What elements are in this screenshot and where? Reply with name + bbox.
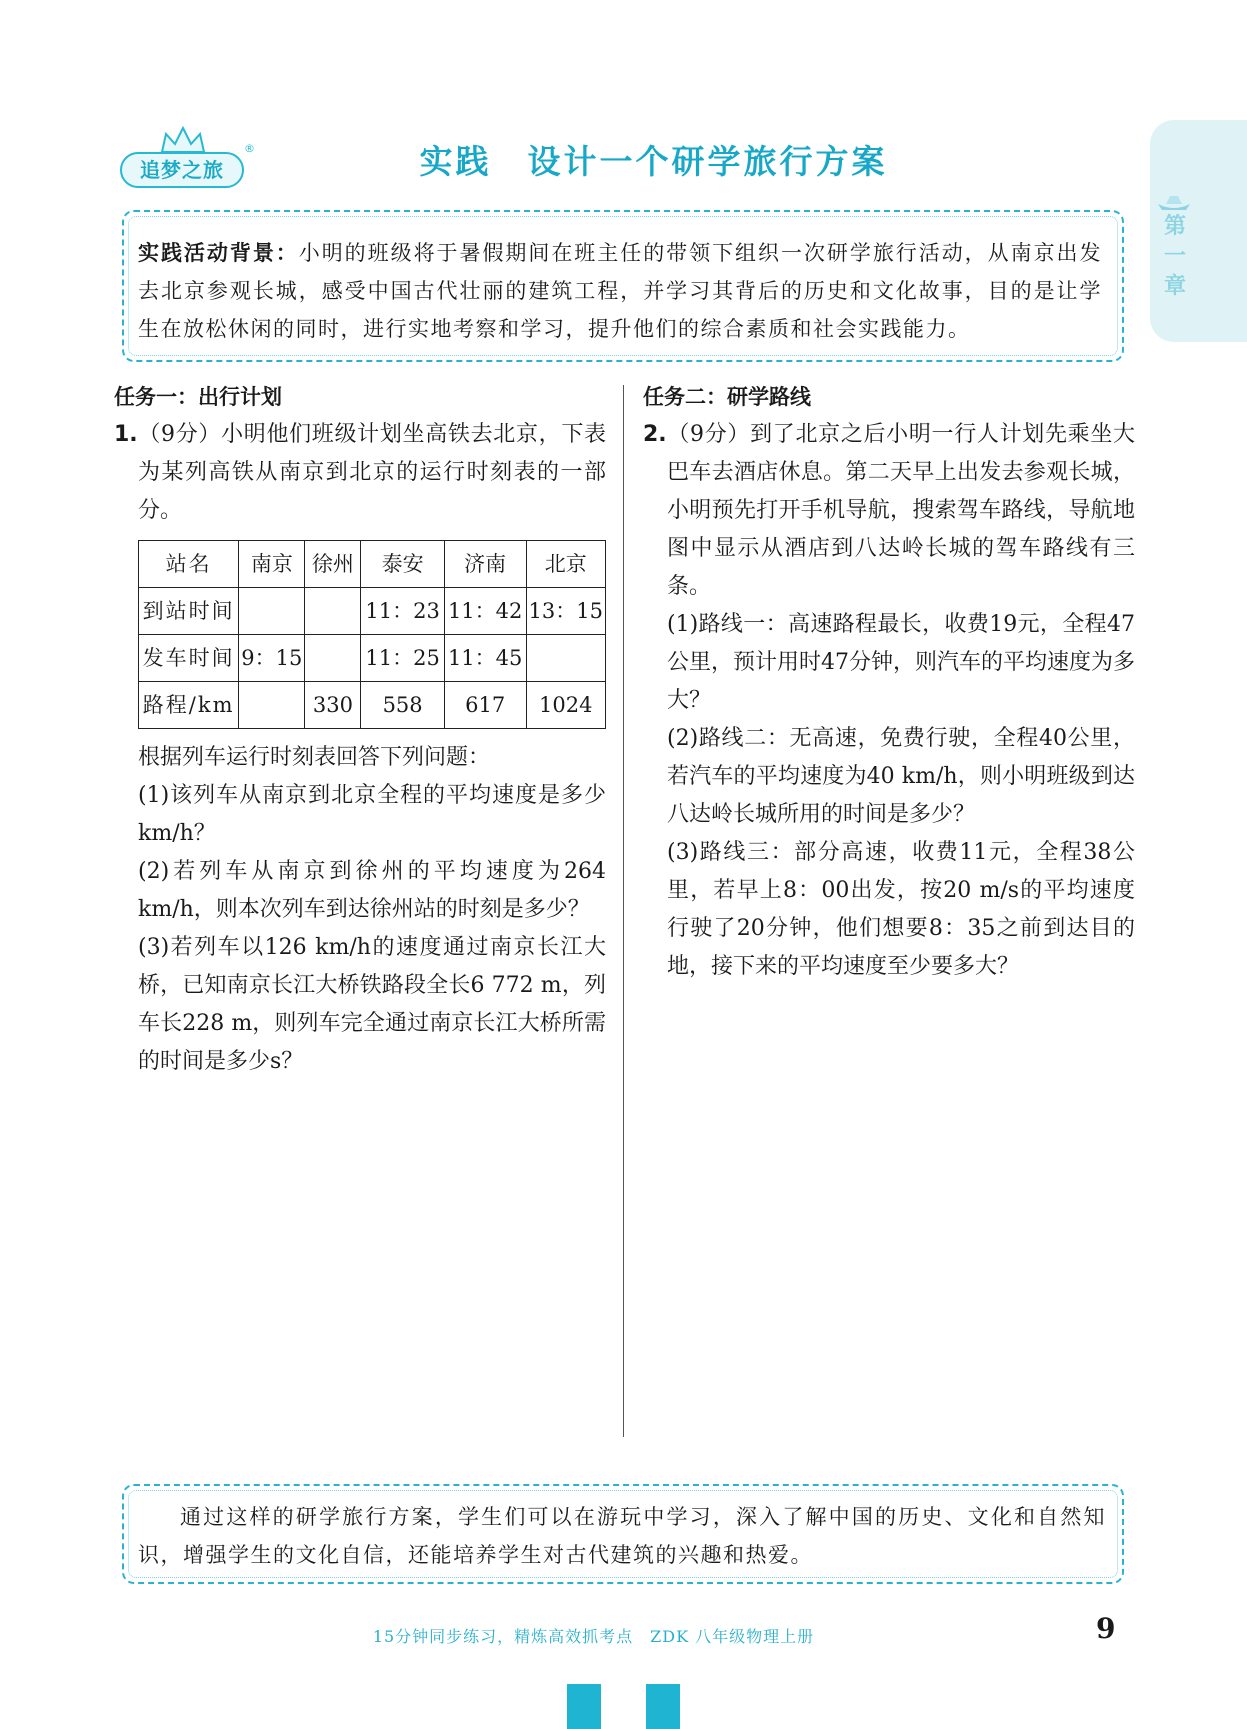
task2-heading: 任务二：研学路线 [643,385,811,409]
table-cell [239,588,305,635]
table-cell: 617 [444,682,526,729]
question-2 [643,416,1135,606]
column-divider [623,385,624,1437]
question-2-part-3: (3)路线三：部分高速，收费11元，全程38公里，若早上8：00出发，按20 m/s的平均速度行驶了20分钟，他们想要8：35之前到达目的地，接下来的平均速度至少要多大？ [667,840,1135,979]
conclusion-box [122,1484,1124,1584]
table-cell [239,682,305,729]
ship-icon [1156,192,1192,212]
question-1 [114,416,606,530]
table-cell: 330 [305,682,361,729]
table-cell: 1024 [526,682,605,729]
logo-text: 追梦之旅 [120,152,244,188]
table-row [139,635,606,682]
chapter-label: 第一章 [1163,214,1186,299]
table-cell: 11：42 [444,588,526,635]
table-cell [526,635,605,682]
table-row [139,541,606,588]
background-paragraph [138,234,1102,348]
table-cell: 9：15 [239,635,305,682]
footer-bar-right [646,1684,680,1729]
task2-column [643,378,1135,986]
question-1-intro: 根据列车运行时刻表回答下列问题： [138,745,491,770]
table-cell: 11：25 [361,635,444,682]
question-2-number: 2. [643,422,667,447]
table-cell: 到站时间 [139,588,239,635]
table-header-cell: 站名 [139,541,239,588]
question-2-part-1: (1)路线一：高速路程最长，收费19元，全程47公里，预计用时47分钟，则汽车的平均速度为多大？ [667,612,1135,713]
table-header-cell: 徐州 [305,541,361,588]
table-cell: 路程/km [139,682,239,729]
task1-heading: 任务一：出行计划 [114,385,282,409]
question-2-part-2: (2)路线二：无高速，免费行驶，全程40公里，若汽车的平均速度为40 km/h，则小明班级到达八达岭长城所用的时间是多少？ [667,726,1135,827]
page-footer: 15分钟同步练习，精炼高效抓考点 ZDK 八年级物理上册 [372,1627,815,1646]
question-2-text: （9分）到了北京之后小明一行人计划先乘坐大巴车去酒店休息。第二天早上出发去参观长城，小明预先打开手机导航，搜索驾车路线，导航地图中显示从酒店到八达岭长城的驾车路线有三条。 [666,422,1135,599]
question-1-part-3: (3)若列车以126 km/h的速度通过南京长江大桥，已知南京长江大桥铁路段全长6 772 m，列车长228 m，则列车完全通过南京长江大桥所需的时间是多少s？ [138,935,606,1074]
registered-mark: ® [244,142,255,155]
table-cell: 11：45 [444,635,526,682]
footer-bar-left [567,1684,601,1729]
question-1-number: 1. [114,422,138,447]
task1-column [114,378,606,1081]
table-row [139,588,606,635]
question-1-part-2: (2)若列车从南京到徐州的平均速度为264 km/h，则本次列车到达徐州站的时刻是多少？ [138,859,606,922]
background-box [122,210,1124,362]
question-1-text: （9分）小明他们班级计划坐高铁去北京，下表为某列高铁从南京到北京的运行时刻表的一部分。 [137,422,606,523]
page-number: 9 [1096,1612,1116,1645]
table-cell: 发车时间 [139,635,239,682]
table-header-cell: 北京 [526,541,605,588]
chapter-tab [1150,120,1247,342]
train-timetable [138,540,606,729]
page-title: 实践 设计一个研学旅行方案 [419,142,888,181]
table-header-cell: 济南 [444,541,526,588]
table-row [139,682,606,729]
table-cell: 11：23 [361,588,444,635]
table-cell: 13：15 [526,588,605,635]
background-text: 小明的班级将于暑假期间在班主任的带领下组织一次研学旅行活动，从南京出发去北京参观长城，感受中国古代壮丽的建筑工程，并学习其背后的历史和文化故事，目的是让学生在放松休闲的同时，进行实地考察和学习，提升他们的综合素质和社会实践能力。 [138,241,1103,341]
question-1-part-1: (1)该列车从南京到北京全程的平均速度是多少km/h？ [138,783,606,846]
table-header-cell: 泰安 [361,541,444,588]
table-cell [305,635,361,682]
table-header-cell: 南京 [239,541,305,588]
conclusion-text: 通过这样的研学旅行方案，学生们可以在游玩中学习，深入了解中国的历史、文化和自然知识，增强学生的文化自信，还能培养学生对古代建筑的兴趣和热爱。 [138,1505,1106,1567]
table-cell: 558 [361,682,444,729]
background-label: 实践活动背景： [138,241,299,265]
table-cell [305,588,361,635]
